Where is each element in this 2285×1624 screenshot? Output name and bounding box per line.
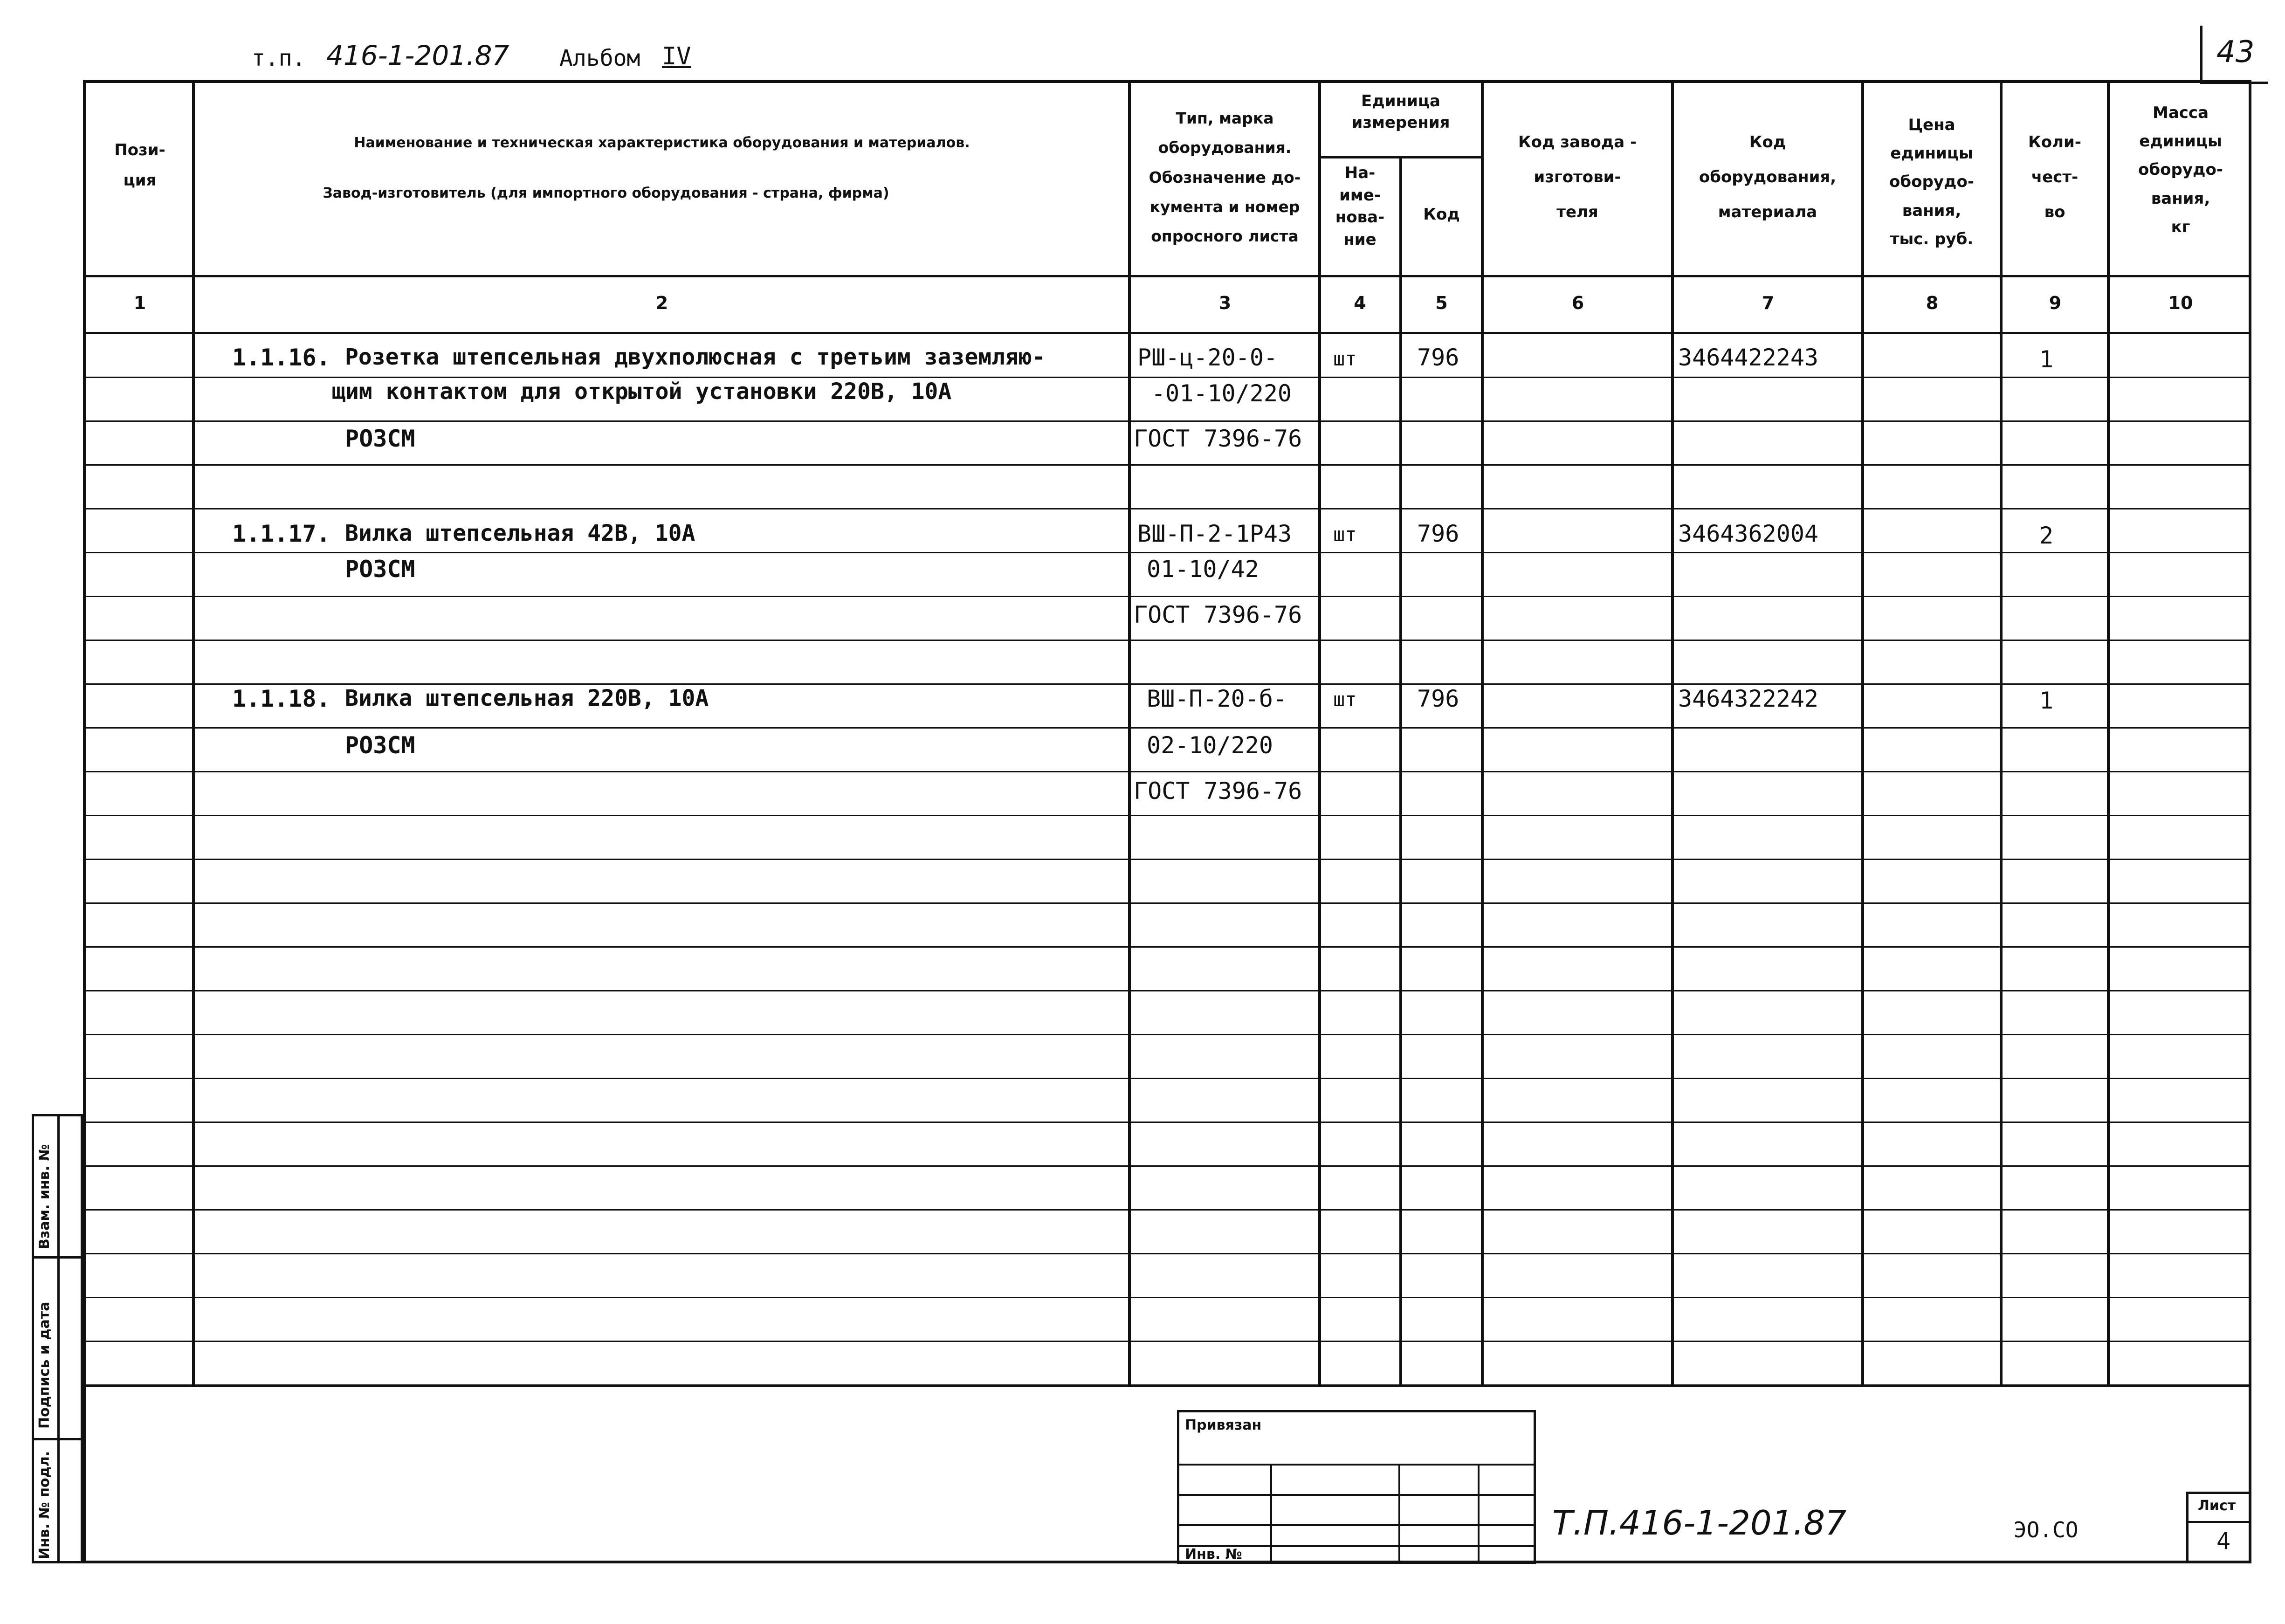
sheet-number: 4	[2216, 1528, 2231, 1555]
item-manufacturer: РОЗСМ	[345, 732, 415, 759]
row-line	[83, 640, 2251, 641]
item-quantity: 1	[2039, 687, 2054, 714]
item-manufacturer: РОЗСМ	[345, 425, 415, 452]
header-bottom-line	[83, 275, 2251, 277]
row-line	[83, 508, 2251, 509]
item-unit-name: шт	[1333, 688, 1357, 711]
header-mass: Масса единицы оборудо- вания, кг	[2138, 103, 2223, 236]
header-unit-code: Код	[1423, 205, 1460, 224]
item-unit-name: шт	[1333, 523, 1357, 546]
row-line	[83, 1078, 2251, 1079]
side-label-vzam: Взам. инв. №	[36, 1144, 53, 1249]
page-number: 43	[2216, 35, 2255, 69]
item-name-line1: Вилка штепсельная 220В, 10А	[345, 685, 709, 711]
tb-line	[1179, 1464, 1534, 1466]
col-number: 2	[655, 293, 668, 313]
project-code: 416-1-201.87	[326, 40, 509, 71]
item-type-line3: ГОСТ 7396-76	[1134, 778, 1302, 805]
row-line	[83, 815, 2251, 816]
item-type-line2: -01-10/220	[1151, 380, 1292, 407]
item-manufacturer: РОЗСМ	[345, 556, 415, 583]
item-type-line1: РШ-ц-20-0-	[1137, 344, 1278, 371]
tb-line	[1179, 1524, 1534, 1526]
row-line	[83, 902, 2251, 904]
item-unit-code: 796	[1417, 685, 1459, 712]
row-line	[83, 946, 2251, 948]
row-line	[83, 859, 2251, 860]
sheet-box	[2186, 1492, 2251, 1563]
item-quantity: 1	[2039, 346, 2054, 373]
side-label-podpis: Подпись и дата	[36, 1301, 53, 1429]
col-number: 3	[1218, 293, 1232, 313]
header-unit-group: Единица измерения	[1351, 92, 1450, 132]
tb-line	[1398, 1464, 1400, 1562]
row-line	[83, 771, 2251, 772]
doc-code: Т.П.416-1-201.87	[1552, 1503, 1847, 1542]
item-type-line2: 02-10/220	[1147, 732, 1273, 759]
side-stamp-divider	[34, 1438, 81, 1440]
header-position: Пози- ция	[114, 141, 165, 190]
row-line	[83, 552, 2251, 553]
side-label-inv-podl: Инв. № подл.	[36, 1451, 53, 1559]
item-name-line2: щим контактом для открытой установки 220В, 10А	[332, 378, 952, 405]
page-number-box	[2200, 26, 2268, 84]
row-line	[83, 683, 2251, 685]
album-number: IV	[662, 42, 691, 70]
header-type: Тип, марка оборудования. Обозначение до- кумента и номер опросного листа	[1149, 109, 1301, 246]
privyazan-label: Привязан	[1185, 1417, 1262, 1433]
row-line	[83, 420, 2251, 422]
item-type-line1: ВШ-П-2-1Р43	[1137, 520, 1292, 547]
item-equipment-code: 3464362004	[1678, 520, 1819, 547]
table-body-bottom	[83, 1384, 2251, 1387]
col-number: 5	[1435, 293, 1448, 313]
row-line	[83, 377, 2251, 378]
col-number: 1	[133, 293, 146, 313]
top-caption	[252, 40, 811, 77]
item-name-line1: Вилка штепсельная 42В, 10А	[345, 520, 695, 546]
unit-group-divider	[1318, 156, 1481, 158]
row-line	[83, 1341, 2251, 1342]
item-unit-code: 796	[1417, 520, 1459, 547]
tb-line	[1179, 1494, 1534, 1496]
item-equipment-code: 3464322242	[1678, 685, 1819, 712]
album-label: Альбом	[559, 45, 640, 71]
item-name-line1: Розетка штепсельная двухполюсная с третьим заземляю-	[345, 344, 1046, 370]
header-equipment-code: Код оборудования, материала	[1699, 133, 1837, 221]
side-stamp-divider	[34, 1256, 81, 1259]
col-number: 7	[1762, 293, 1775, 313]
item-type-line2: 01-10/42	[1147, 556, 1259, 583]
row-line	[83, 596, 2251, 597]
item-unit-name: шт	[1333, 347, 1357, 370]
row-line	[83, 727, 2251, 729]
row-line	[83, 1253, 2251, 1254]
row-line	[83, 1209, 2251, 1211]
col-number: 8	[1926, 293, 1939, 313]
header-unit-name: На- име- нова- ние	[1335, 164, 1385, 249]
row-line	[83, 464, 2251, 466]
col-number: 4	[1354, 293, 1366, 313]
item-type-line3: ГОСТ 7396-76	[1134, 601, 1302, 628]
header-plant-code: Код завода - изготови- теля	[1518, 133, 1637, 221]
row-line	[83, 1034, 2251, 1035]
caption-prefix: т.п.	[252, 45, 306, 71]
header-name-line2: Завод-изготовитель (для импортного оборудования - страна, фирма)	[323, 185, 889, 201]
inv-no-label: Инв. №	[1185, 1546, 1242, 1562]
side-stamp-divider	[57, 1116, 60, 1561]
section-code: ЭО.СО	[2014, 1517, 2079, 1542]
tb-line	[1478, 1464, 1480, 1562]
tb-line	[1270, 1464, 1272, 1562]
item-type-line1: ВШ-П-20-б-	[1147, 685, 1287, 712]
col-number: 9	[2049, 293, 2062, 313]
privyazan-block	[1177, 1410, 1536, 1564]
row-line	[83, 1297, 2251, 1298]
item-equipment-code: 3464422243	[1678, 344, 1819, 371]
item-quantity: 2	[2039, 522, 2054, 549]
item-position: 1.1.16.	[232, 344, 330, 371]
header-price: Цена единицы оборудо- вания, тыс. руб.	[1889, 116, 1974, 248]
header-name-line1: Наименование и техническая характеристика оборудования и материалов.	[354, 135, 970, 151]
item-type-line3: ГОСТ 7396-76	[1134, 425, 1302, 452]
row-line	[83, 990, 2251, 991]
col-number: 10	[2168, 293, 2193, 313]
row-line	[83, 1165, 2251, 1167]
row-line	[83, 1122, 2251, 1123]
header-quantity: Коли- чест- во	[2028, 133, 2081, 221]
item-position: 1.1.17.	[232, 520, 330, 547]
item-position: 1.1.18.	[232, 685, 330, 712]
col-number: 6	[1571, 293, 1584, 313]
column-number-line	[83, 332, 2251, 334]
item-unit-code: 796	[1417, 344, 1459, 371]
tb-line	[2189, 1521, 2251, 1523]
sheet-label: Лист	[2198, 1498, 2236, 1514]
